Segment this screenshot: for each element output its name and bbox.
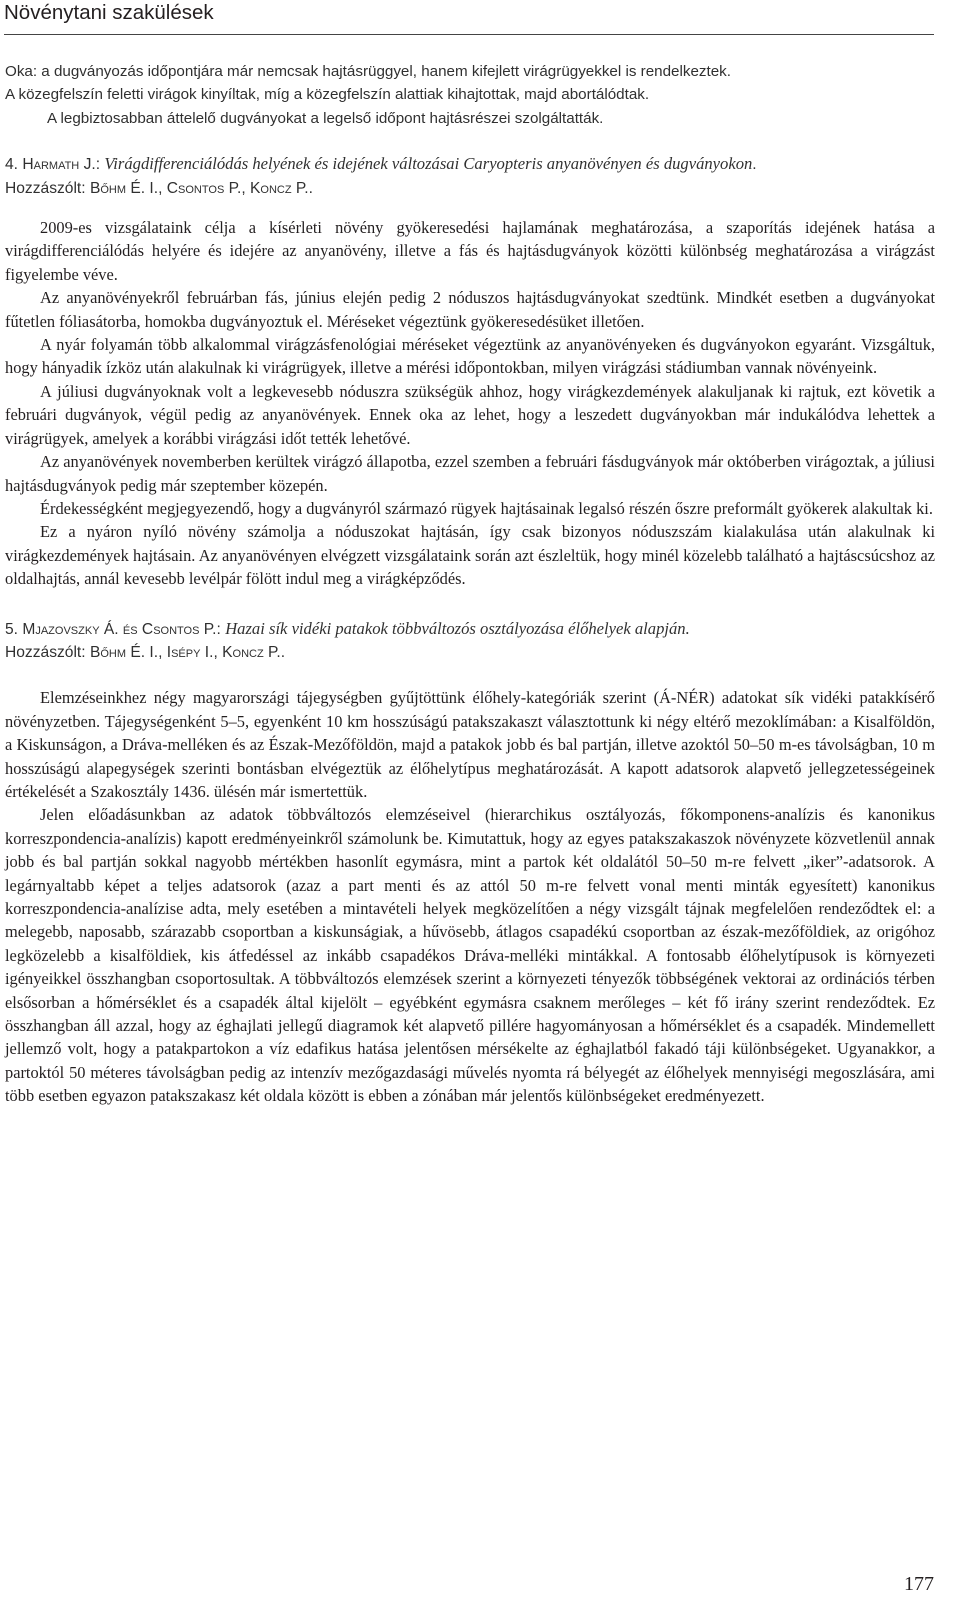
discussant: Bőhm É. I. [89,179,159,197]
section-title: Hazai sík vidéki patakok többváltozós osztályozása élőhelyek alapján. [225,618,690,638]
paragraph: Jelen előadásunkban az adatok többváltozós elemzéseivel (hierarchikus osztályozás, főkomponens-analízis és kanonikus korreszpondencia-analízis) kapott eredményeinkről számolunk be. Kimutattuk, hogy az egyes patakszakaszok növényzete közvetlenül annak jobb és bal partján sokkal nagyobb mértékben hasonlít egymásra, mint a partok két oldalától 50–50 m-re felvett „iker”-adatsorok. A legárnyaltabb képet a teljes adatsorok (azaz a part menti és az attól 50 m-re felvett vonal menti minták egyesített) kanonikus korreszpondencia-analízise adta, mely esetében a mintavételi helyek megközelítően a négy vizsgált tájnak megfelelően rendeződtek el: a melegebb, naposabb, szárazabb csoportban a kiskunságiak, a hűvösebb, átlagos csapadékú csoportban az észak-mezőföldiek, az origóhoz legközelebb a kisalföldiek, kis átfedéssel az inkább csapadékos Dráva-melléki mintákkal. A fontosabb élőhelytípusok is környezeti igényeikkel összhangban csoportosultak. A többváltozós elemzések szerint a környezeti tényezők többségének vektorai az ordinációs térben elsősorban a hőmérséklet és a csapadék által kijelölt – egyébként egymásra csaknem merőleges – két fő irány szerint rendeződtek. Ez összhangban áll azzal, hogy az éghajlati jellegű diagramok két alapvető pillére hagyományosan a hőmérséklet és a csapadék. Mindemellett jellemző volt, hogy a patakpartokon a víz edafikus hatása jelentősen mérsékelte az éghajlatból fakadó táji különbségeket. Ugyanakkor, a partoktól 50 méteres távolságban pedig az intenzív mezőgazdasági művelés nyomta rá bélyegét az élőhelyek mennyiségi megoszlására, ami több esetben egyazon patakszakasz két oldala között is ebben a zónában már jelentős különbségeket eredményezett. [5,805,935,1106]
section-5-body [5,686,935,1107]
page-content [5,60,935,1108]
section-title: Virágdifferenciálódás helyének és idejének változásai Caryopteris anyanövényen és dugványokon [104,154,753,174]
discussant-label: Hozzászólt: [5,643,86,661]
section-author: Harmath J. [22,156,96,174]
intro-block [5,60,935,130]
intro-line: A közegfelszín feletti virágok kinyíltak, míg a közegfelszín alattiak kihajtottak, majd abortálódtak. [5,86,650,104]
intro-line: A legbiztosabban áttelelő dugványokat a legelső időpont hajtásrészei szolgáltatták. [47,109,604,127]
section-authors: Mjazovszky Á. és Csontos P. [22,620,217,638]
paragraph: Érdekességként megjegyezendő, hogy a dugványról származó rügyek hajtásainak legalsó részén őszre preformált gyökerek alakultak ki. [40,498,933,518]
page-header [4,0,934,35]
page-number: 177 [904,1573,934,1595]
title-period: . [752,156,757,174]
paragraph: Az anyanövények novemberben kerültek virágzó állapotba, ezzel szemben a februári fásdugványok már októberben virágoztak, a júliusi hajtásdugványok pedig már szeptember közepén. [5,452,935,495]
discussant-label: Hozzászólt: [5,179,86,197]
discussant: Csontos P. [166,179,242,197]
section-5-heading: 5. Mjazovszky Á. és Csontos P.: Hazai sík vidéki patakok többváltozós osztályozása élőhelyek alapján. Hozzászólt: Bőhm É. I., Isépy I., Koncz P.. [5,618,690,661]
paragraph: Ez a nyáron nyíló növény számolja a nóduszokat hajtásán, így csak bizonyos nóduszszám kialakulása után alakulnak ki virágkezdemények hajtásain. Az anyanövényen elvégzett vizsgálataink során azt észleltük, hogy minél közelebb található a hajtáscsúcshoz az oldalhajtás, annál kevesebb levélpár fölött indul meg a virágképződés. [5,522,935,589]
section-4-body [5,216,935,591]
paragraph: 2009-es vizsgálataink célja a kísérleti növény gyökeresedési hajlamának meghatározása, a szaporítás idejének hatása a virágdifferenciálódás helyére és idejére az anyanövény, illetve a fás és hajtásdugványok közötti különbség meghatározása a virágzást figyelembe véve. [5,218,935,284]
discussant: Koncz P. [250,179,309,197]
section-4-heading: 4. Harmath J.: Virágdifferenciálódás helyének és idejének változásai Caryopteris anyanövényen és dugványokon. Hozzászólt: Bőhm É. I., Csontos P., Koncz P.. [5,154,757,197]
discussant: Bőhm É. I. [89,643,159,661]
section-number: 5. [5,620,19,638]
paragraph: Elemzéseinkhez négy magyarországi tájegységben gyűjtöttünk élőhely-kategóriák szerint (Á-NÉR) adatokat sík vidéki patakkísérő növényzetben. Tájegységenként 5–5, egyenként 10 km hosszúságú patakszakaszt választottunk ki négy eltérő mezoklímában: a Kisalföldön, a Kiskunságon, a Dráva-melléken és az Észak-Mezőföldön, majd a patakok jobb és bal partján, illetve azoktól 50–50 m-es távolságban, 10 m hosszúságú alapegységek szerinti bontásban elvégeztük az élőhelytípus meghatározását. A kapott adatsorok alapvető jellegzetességeinek értékelését a Szakosztály 1436. ülésén már ismertettük. [5,688,935,801]
discussants-end: . [280,643,286,661]
paragraph: A júliusi dugványoknak volt a legkevesebb nóduszra szükségük ahhoz, hogy virágkezdemények alakuljanak ki rajtuk, ezt követik a februári dugványok, végül pedig az anyanövények. Ennek oka az lehet, hogy a leszedett dugványokban már indukálódva lehettek a virágrügyek, amelyek a korábbi virágzási időt tették lehetővé. [5,381,935,448]
colon: : [216,620,221,638]
section-number: 4. [5,156,19,174]
paragraph: Az anyanövényekről februárban fás, június elején pedig 2 nóduszos hajtásdugványokat szedtünk. Mindkét esetben a dugványokat fűtetlen fóliasátorba, homokba dugványoztuk el. Méréseket végeztünk gyökeresedésüket illetően. [5,288,935,331]
running-header-title: Növénytani szakülések [4,1,214,24]
colon: : [95,156,101,174]
intro-line: Oka: a dugványozás időpontjára már nemcsak hajtásrüggyel, hanem kifejlett virágrügyekkel is rendelkeztek. [5,63,731,80]
discussants-end: . [308,179,313,197]
discussant: Koncz P. [222,643,281,661]
discussant: Isépy I. [166,643,214,661]
paragraph: A nyár folyamán több alkalommal virágzásfenológiai méréseket végeztünk az anyanövényeken és dugványokon egyaránt. Vizsgáltuk, hogy hányadik ízköz után alakulnak ki virágrügyek, illetve a mérési időpontokban, milyen virágzási stádiumban vannak növényeink. [5,335,935,378]
